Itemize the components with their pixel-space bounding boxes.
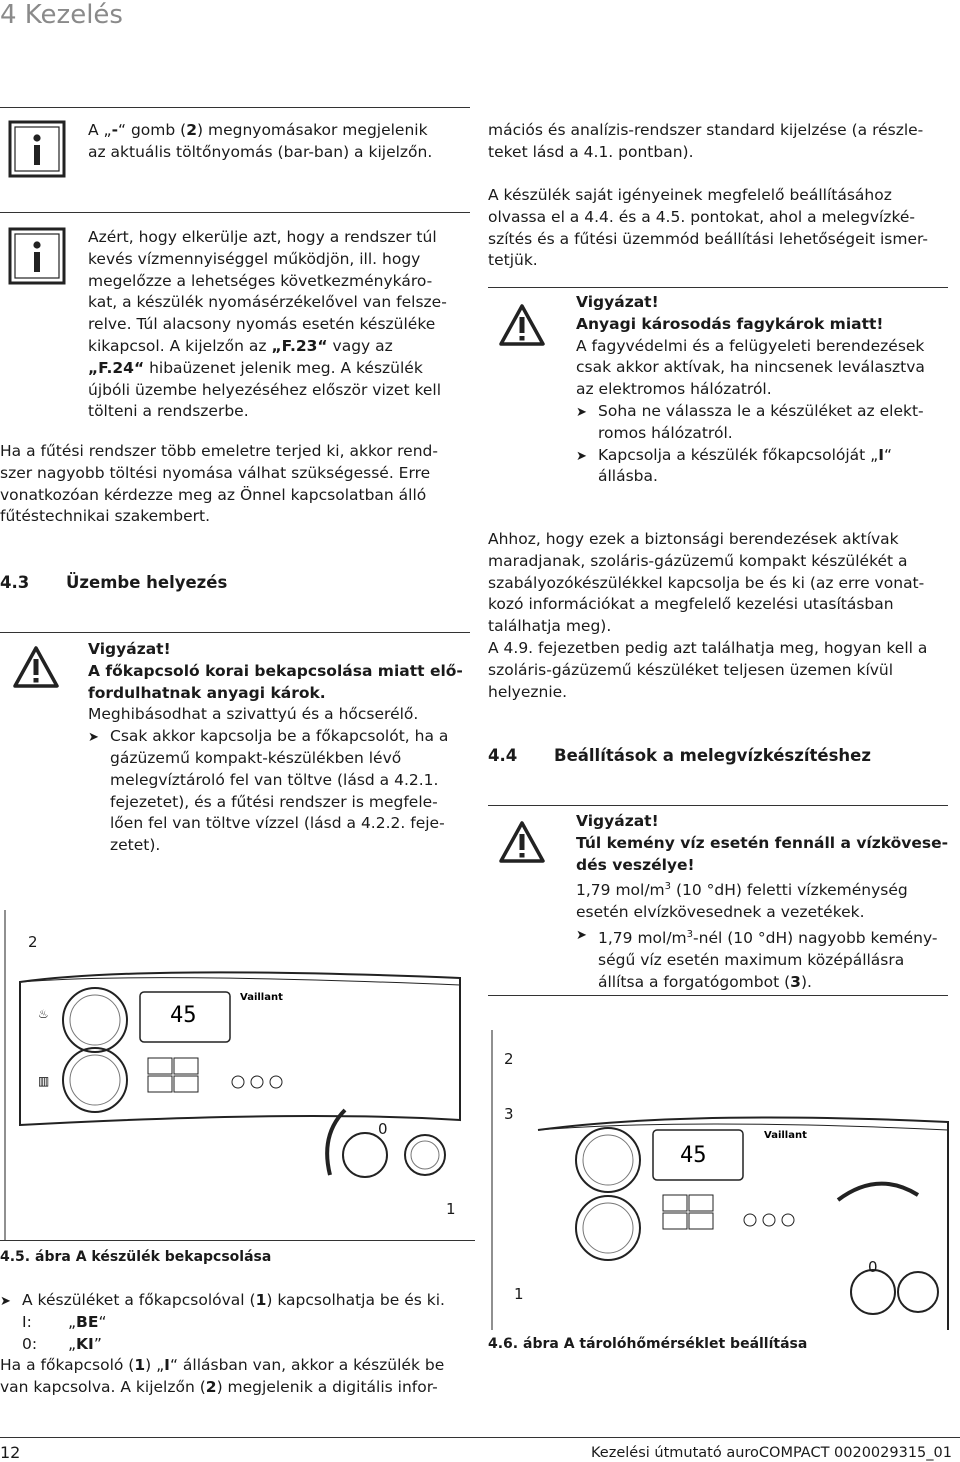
divider [488, 287, 948, 288]
svg-text:♨: ♨ [38, 1007, 49, 1021]
section-title-4-4: Beállítások a melegvízkészítéshez [554, 746, 871, 765]
brand-logo: Vaillant [240, 992, 283, 1003]
warning-block-2: Vigyázat! Anyagi károsodás fagykárok miatt! A fagyvédelmi és a felügyeleti berendezések csak akkor aktívak, ha nincsenek leválasztva az elektromos hálózatról. ➤ Soha ne válassza le a készüléket az elekt- romos hálózatról. ➤ Kapcsolja a készülék főkapcsolóját „I“ állásba. [576, 292, 956, 488]
callout-1: 1 [514, 1285, 524, 1303]
warning-block-1: Vigyázat! A főkapcsoló korai bekapcsolása miatt elő- fordulhatnak anyagi károk. Meghibásodhat a szivattyú és a hőcserélő. ➤ Csak akkor kapcsolja be a főkapcsolót, ha a gázüzemű kompakt-készülékben lévő melegvíztároló fel van töltve (lásd a 4.2.1. fejezetet), és a fűtési rendszer is megfele- lően fel van töltve vízzel (lásd a 4.2.2. feje- zetet). [88, 639, 473, 857]
figure-caption-4-5: 4.5. ábra A készülék bekapcsolása [0, 1249, 272, 1265]
info-text-2: Azért, hogy elkerülje azt, hogy a rendszer túl kevés vízmennyiséggel működjön, ill. hogy megelőzze a lehetséges következménykáro- kat, a készülék nyomásérzékelővel van felsze- relve. Túl alacsony nyomás esetén készüléke kikapcsol. A kijelzőn az „F.23“ vagy az „F.24“ hibaüzenet jelenik meg. A készülék újbóli üzembe helyezéséhez először vizet kell tölteni a rendszerbe. [88, 228, 447, 421]
paragraph-pressure: Ha a fűtési rendszer több emeletre terjed ki, akkor rend- szer nagyobb töltési nyomása válhat szükségessé. Erre vonatkozóan kérdezze meg az Önnel kapcsolatban álló fűtéstechnikai szakembert. [0, 442, 438, 526]
section-number-4-3: 4.3 [0, 573, 30, 592]
callout-2: 2 [28, 933, 38, 951]
footer-divider [0, 1437, 960, 1438]
info-icon [8, 227, 66, 285]
warning-block-3: Vigyázat! Túl kemény víz esetén fennáll a vízkövese- dés veszélye! 1,79 mol/$m^3$ (10 °dH) feletti vízkeménység esetén elvízkövesednek a vezetékek. ➤ 1,79 mol/$m^3$-nél (10 °dH) nagyobb kemény- ségű víz esetén maximum középállásra állítsa a forgatógombot (3). [576, 811, 956, 994]
callout-0: 0 [378, 1120, 388, 1138]
divider [0, 632, 470, 633]
divider [488, 995, 948, 996]
paragraph-settings: A készülék saját igényeinek megfelelő beállításához olvassa el a 4.4. és a 4.5. pontokat, ahol a melegvízké- szítés és a fűtési üzemmód beállítási lehetőségeit ismer- tetjük. [488, 186, 928, 270]
svg-text:▥: ▥ [38, 1074, 50, 1088]
divider [488, 805, 948, 806]
figure-4-6 [488, 1030, 958, 1330]
display-reading: 45 [170, 1003, 197, 1028]
callout-0: 0 [868, 1258, 878, 1276]
divider [0, 107, 470, 108]
page-number: 12 [0, 1443, 21, 1462]
brand-logo: Vaillant [764, 1130, 807, 1141]
warning-icon [498, 820, 546, 864]
warning-icon [12, 645, 60, 689]
document-id: Kezelési útmutató auroCOMPACT 0020029315_01 [591, 1445, 952, 1461]
figure-4-5 [0, 910, 475, 1240]
warning-icon [498, 303, 546, 347]
divider [0, 1240, 475, 1241]
divider [0, 212, 470, 213]
callout-1: 1 [446, 1200, 456, 1218]
continued-text: mációs és analízis-rendszer standard kijelzése (a részle- teket lásd a 4.1. pontban). [488, 121, 924, 161]
section-number-4-4: 4.4 [488, 746, 518, 765]
instructions: ➤ A készüléket a főkapcsolóval (1) kapcsolhatja be és ki. I: „BE“ 0: „KI” Ha a főkapcsoló (1) „I“ állásban van, akkor a készülék be van kapcsolva. A kijelzőn (2) megjelenik a digitális infor- [0, 1290, 475, 1399]
callout-3: 3 [504, 1105, 514, 1123]
info-icon [8, 120, 66, 178]
paragraph-safety: Ahhoz, hogy ezek a biztonsági berendezések aktívak maradjanak, szoláris-gázüzemű kompakt készülékét a szabályozókészülékkel kapcsolja be és ki (az erre vonat- kozó információkat a megfelelő kezelési utasításban találhatja meg). A 4.9. fejezetben pedig azt találhatja meg, hogyan kell a szoláris-gázüzemű készüléket teljesen üzemen kívül helyeznie. [488, 530, 928, 701]
callout-2: 2 [504, 1050, 514, 1068]
info-text-1: A „-“ gomb (2) megnyomásakor megjelenik az aktuális töltőnyomás (bar-ban) a kijelzőn. [88, 121, 433, 161]
device-illustration [0, 910, 475, 1240]
figure-caption-4-6: 4.6. ábra A tárolóhőmérséklet beállítása [488, 1336, 808, 1352]
display-reading: 45 [680, 1143, 707, 1168]
section-title-4-3: Üzembe helyezés [66, 573, 228, 592]
page-header-title: 4 Kezelés [0, 0, 123, 30]
device-illustration [488, 1030, 958, 1330]
